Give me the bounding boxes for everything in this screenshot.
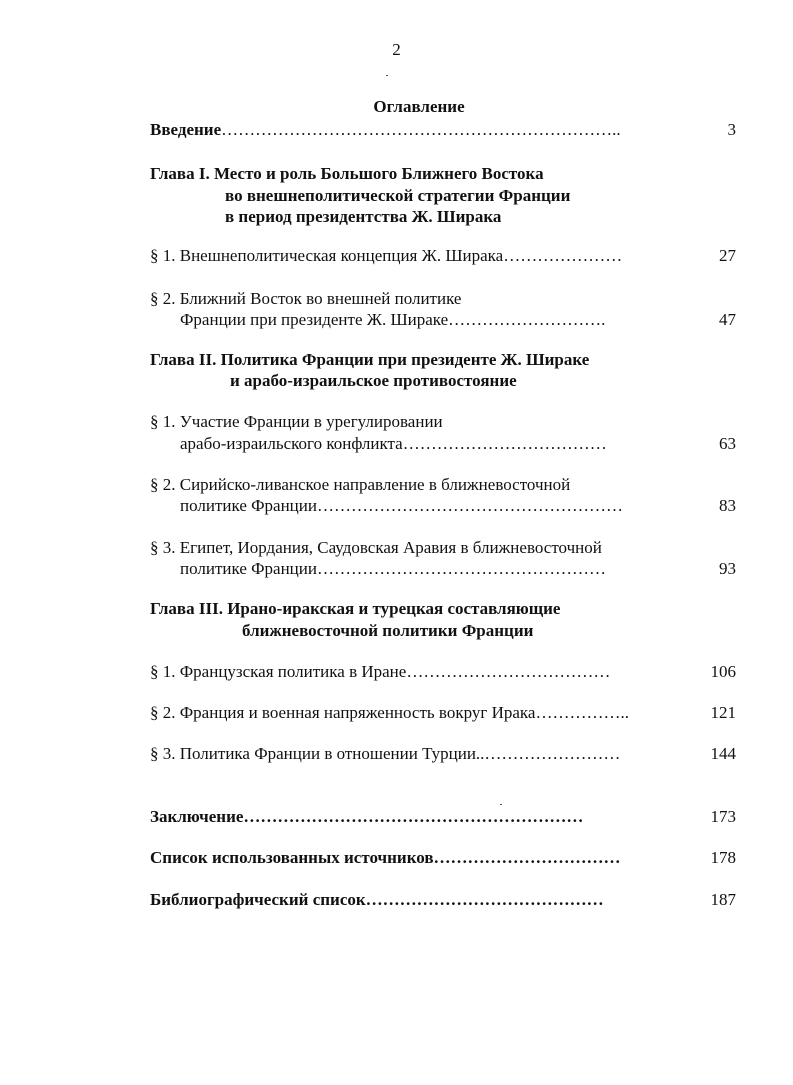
toc-entry-intro xyxy=(150,119,621,141)
toc-page-number: 93 xyxy=(719,559,736,578)
toc-page-number: 106 xyxy=(710,662,736,681)
toc-page-number: 187 xyxy=(710,890,736,909)
toc-page-number: 27 xyxy=(719,246,736,265)
toc-entry-section: § 3. Политика Франции в отношении Турции..…………………… xyxy=(150,744,621,763)
toc-page-number: 173 xyxy=(710,807,736,826)
toc-entry-section-line2: политике Франции…………………………………………… xyxy=(180,559,606,578)
chapter-2-heading-line2: и арабо-израильское противостояние xyxy=(230,371,517,390)
chapter-1-heading-line2: во внешнеполитической стратегии Франции xyxy=(225,186,571,205)
toc-entry-bibliography: Библиографический список…………………………………… xyxy=(150,890,604,909)
chapter-1-heading: Глава I. Место и роль Большого Ближнего Востока xyxy=(150,164,544,183)
toc-page-number: 47 xyxy=(719,310,736,329)
toc-entry-section: § 2. Ближний Восток во внешней политике xyxy=(150,289,462,308)
chapter-2-heading: Глава II. Политика Франции при президенте Ж. Шираке xyxy=(150,350,590,369)
toc-entry-label: Введение xyxy=(150,120,222,139)
toc-page-number: 144 xyxy=(710,744,736,763)
toc-dot-leader: …………………………………………………………….. xyxy=(221,120,621,139)
toc-entry-section-line2: политике Франции……………………………………………… xyxy=(180,496,623,515)
toc-entry-section-line2: арабо-израильского конфликта……………………………… xyxy=(180,434,607,453)
chapter-3-heading: Глава III. Ирано-иракская и турецкая составляющие xyxy=(150,599,561,618)
chapter-3-heading-line2: ближневосточной политики Франции xyxy=(242,621,534,640)
scan-speck xyxy=(386,75,388,76)
toc-page-number: 178 xyxy=(710,848,736,867)
toc-entry-sources: Список использованных источников…………………………… xyxy=(150,848,621,867)
scan-speck xyxy=(500,804,502,805)
toc-page-number: 3 xyxy=(727,120,736,139)
toc-entry-section: § 1. Внешнеполитическая концепция Ж. Ширака………………… xyxy=(150,246,623,265)
toc-title: Оглавление xyxy=(373,97,465,116)
toc-entry-section-line2: Франции при президенте Ж. Шираке………………………. xyxy=(180,310,606,329)
toc-page-number: 63 xyxy=(719,434,736,453)
toc-entry-section: § 2. Франция и военная напряженность вокруг Ирака…………….. xyxy=(150,703,629,722)
toc-entry-conclusion: Заключение…………………………………………………… xyxy=(150,807,584,826)
toc-page-number: 121 xyxy=(710,703,736,722)
toc-entry-section: § 1. Участие Франции в урегулировании xyxy=(150,412,443,431)
toc-entry-section: § 3. Египет, Иордания, Саудовская Аравия в ближневосточной xyxy=(150,538,602,557)
toc-entry-section: § 1. Французская политика в Иране……………………………… xyxy=(150,662,611,681)
chapter-1-heading-line3: в период президентства Ж. Ширака xyxy=(225,207,502,226)
toc-entry-section: § 2. Сирийско-ливанское направление в ближневосточной xyxy=(150,475,571,494)
toc-page-number: 83 xyxy=(719,496,736,515)
page-number: 2 xyxy=(392,40,401,59)
